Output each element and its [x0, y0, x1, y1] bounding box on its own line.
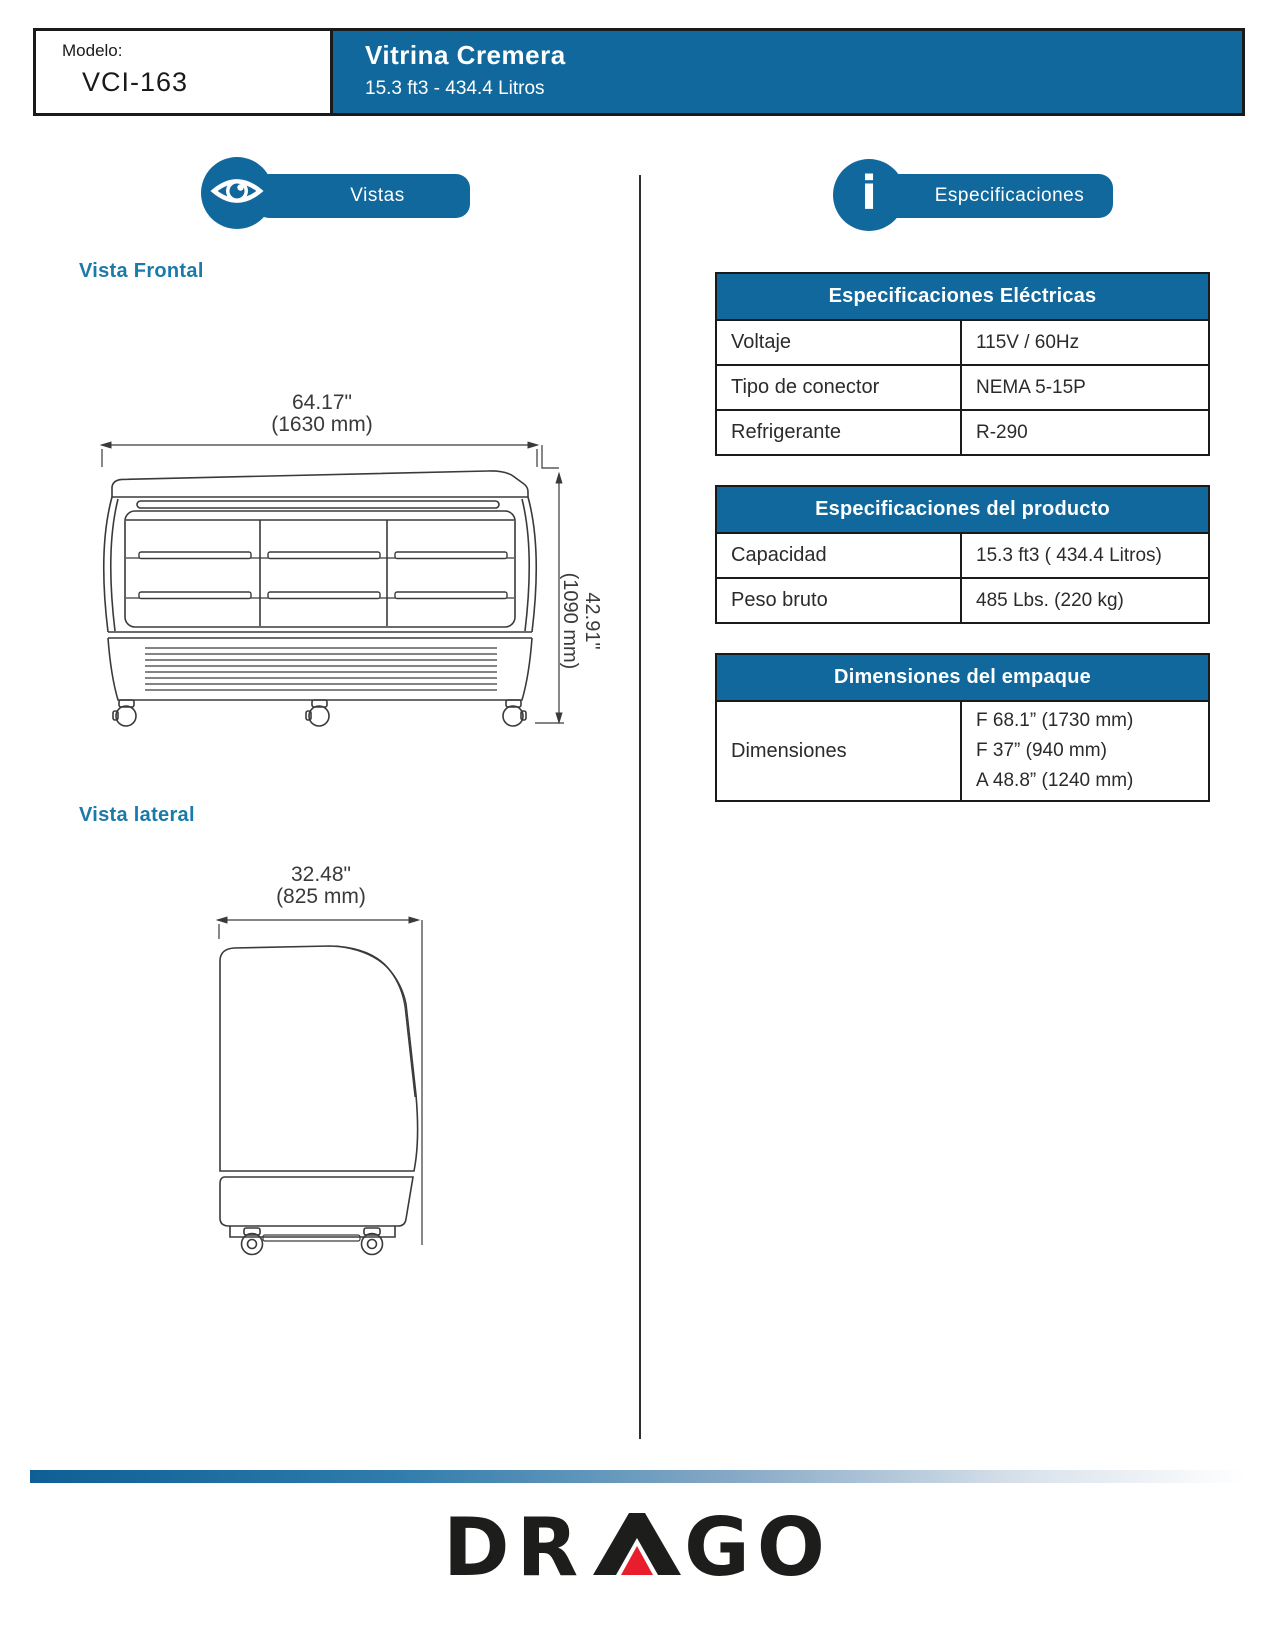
cabinet-side	[220, 946, 418, 1255]
ventilation-grille	[145, 648, 497, 690]
front-width-mm: (1630 mm)	[271, 413, 373, 436]
row-label: Dimensiones	[717, 702, 962, 800]
side-view-drawing	[190, 905, 450, 1265]
dimension-line: F 37” (940 mm)	[976, 740, 1107, 761]
table-row	[717, 532, 1208, 577]
table-row	[717, 577, 1208, 622]
front-width-arrow	[102, 445, 559, 468]
cabinet-front	[104, 471, 536, 726]
table-row	[717, 409, 1208, 454]
front-casters	[113, 700, 526, 726]
row-label: Tipo de conector	[717, 366, 962, 409]
table-row	[717, 319, 1208, 364]
side-width-in: 32.48"	[290, 863, 351, 886]
table-title: Especificaciones Eléctricas	[717, 274, 1208, 319]
table-title: Dimensiones del empaque	[717, 655, 1208, 700]
brand-letters-left: DR	[443, 1501, 586, 1594]
eye-icon	[210, 170, 264, 217]
row-label: Capacidad	[717, 534, 962, 577]
model-number: VCI-163	[82, 67, 189, 97]
brand-letter-a-icon	[593, 1513, 681, 1575]
brand-letters-right: GO	[684, 1501, 832, 1594]
table-title: Especificaciones del producto	[717, 487, 1208, 532]
model-label: Modelo:	[62, 41, 123, 60]
product-title: Vitrina Cremera	[365, 40, 566, 70]
dimension-line: F 68.1” (1730 mm)	[976, 710, 1134, 731]
model-box	[36, 31, 333, 113]
front-width-dimension	[122, 392, 522, 436]
views-badge-circle	[201, 157, 273, 229]
side-width-mm: (825 mm)	[276, 885, 366, 908]
side-view-title: Vista lateral	[79, 804, 195, 826]
row-value: R-290	[976, 421, 1028, 443]
row-value: NEMA 5-15P	[976, 376, 1086, 398]
row-value	[962, 702, 1208, 800]
product-title-box	[333, 31, 1242, 113]
column-divider	[639, 175, 641, 1439]
row-value: 485 Lbs. (220 kg)	[976, 589, 1124, 611]
specs-badge	[880, 174, 1113, 218]
brand-logo	[0, 1501, 1275, 1594]
row-value: 115V / 60Hz	[976, 331, 1080, 353]
product-specs-table	[715, 485, 1210, 624]
views-badge-label: Vistas	[350, 185, 405, 206]
front-height-mm: (1090 mm)	[559, 572, 581, 670]
product-subtitle: 15.3 ft3 - 434.4 Litros	[365, 78, 545, 99]
front-width-in: 64.17"	[291, 391, 352, 414]
views-badge	[255, 174, 470, 218]
front-height-arrow	[535, 474, 564, 723]
side-width-dimension	[121, 864, 521, 908]
table-row	[717, 700, 1208, 800]
packaging-dimensions-table	[715, 653, 1210, 802]
info-icon: i	[861, 166, 877, 220]
row-label: Voltaje	[717, 321, 962, 364]
electrical-specs-table	[715, 272, 1210, 456]
front-view-title: Vista Frontal	[79, 260, 204, 282]
specs-badge-label: Especificaciones	[934, 185, 1085, 206]
row-value: 15.3 ft3 ( 434.4 Litros)	[976, 544, 1162, 566]
dimension-line: A 48.8” (1240 mm)	[976, 770, 1134, 791]
row-label: Peso bruto	[717, 579, 962, 622]
side-width-arrow	[218, 920, 422, 1245]
row-label: Refrigerante	[717, 411, 962, 454]
footer-accent-bar	[30, 1470, 1245, 1483]
front-height-in: 42.91"	[581, 592, 603, 650]
table-row	[717, 364, 1208, 409]
specs-badge-circle	[833, 159, 905, 231]
front-view-drawing	[80, 435, 580, 735]
header	[33, 28, 1245, 116]
